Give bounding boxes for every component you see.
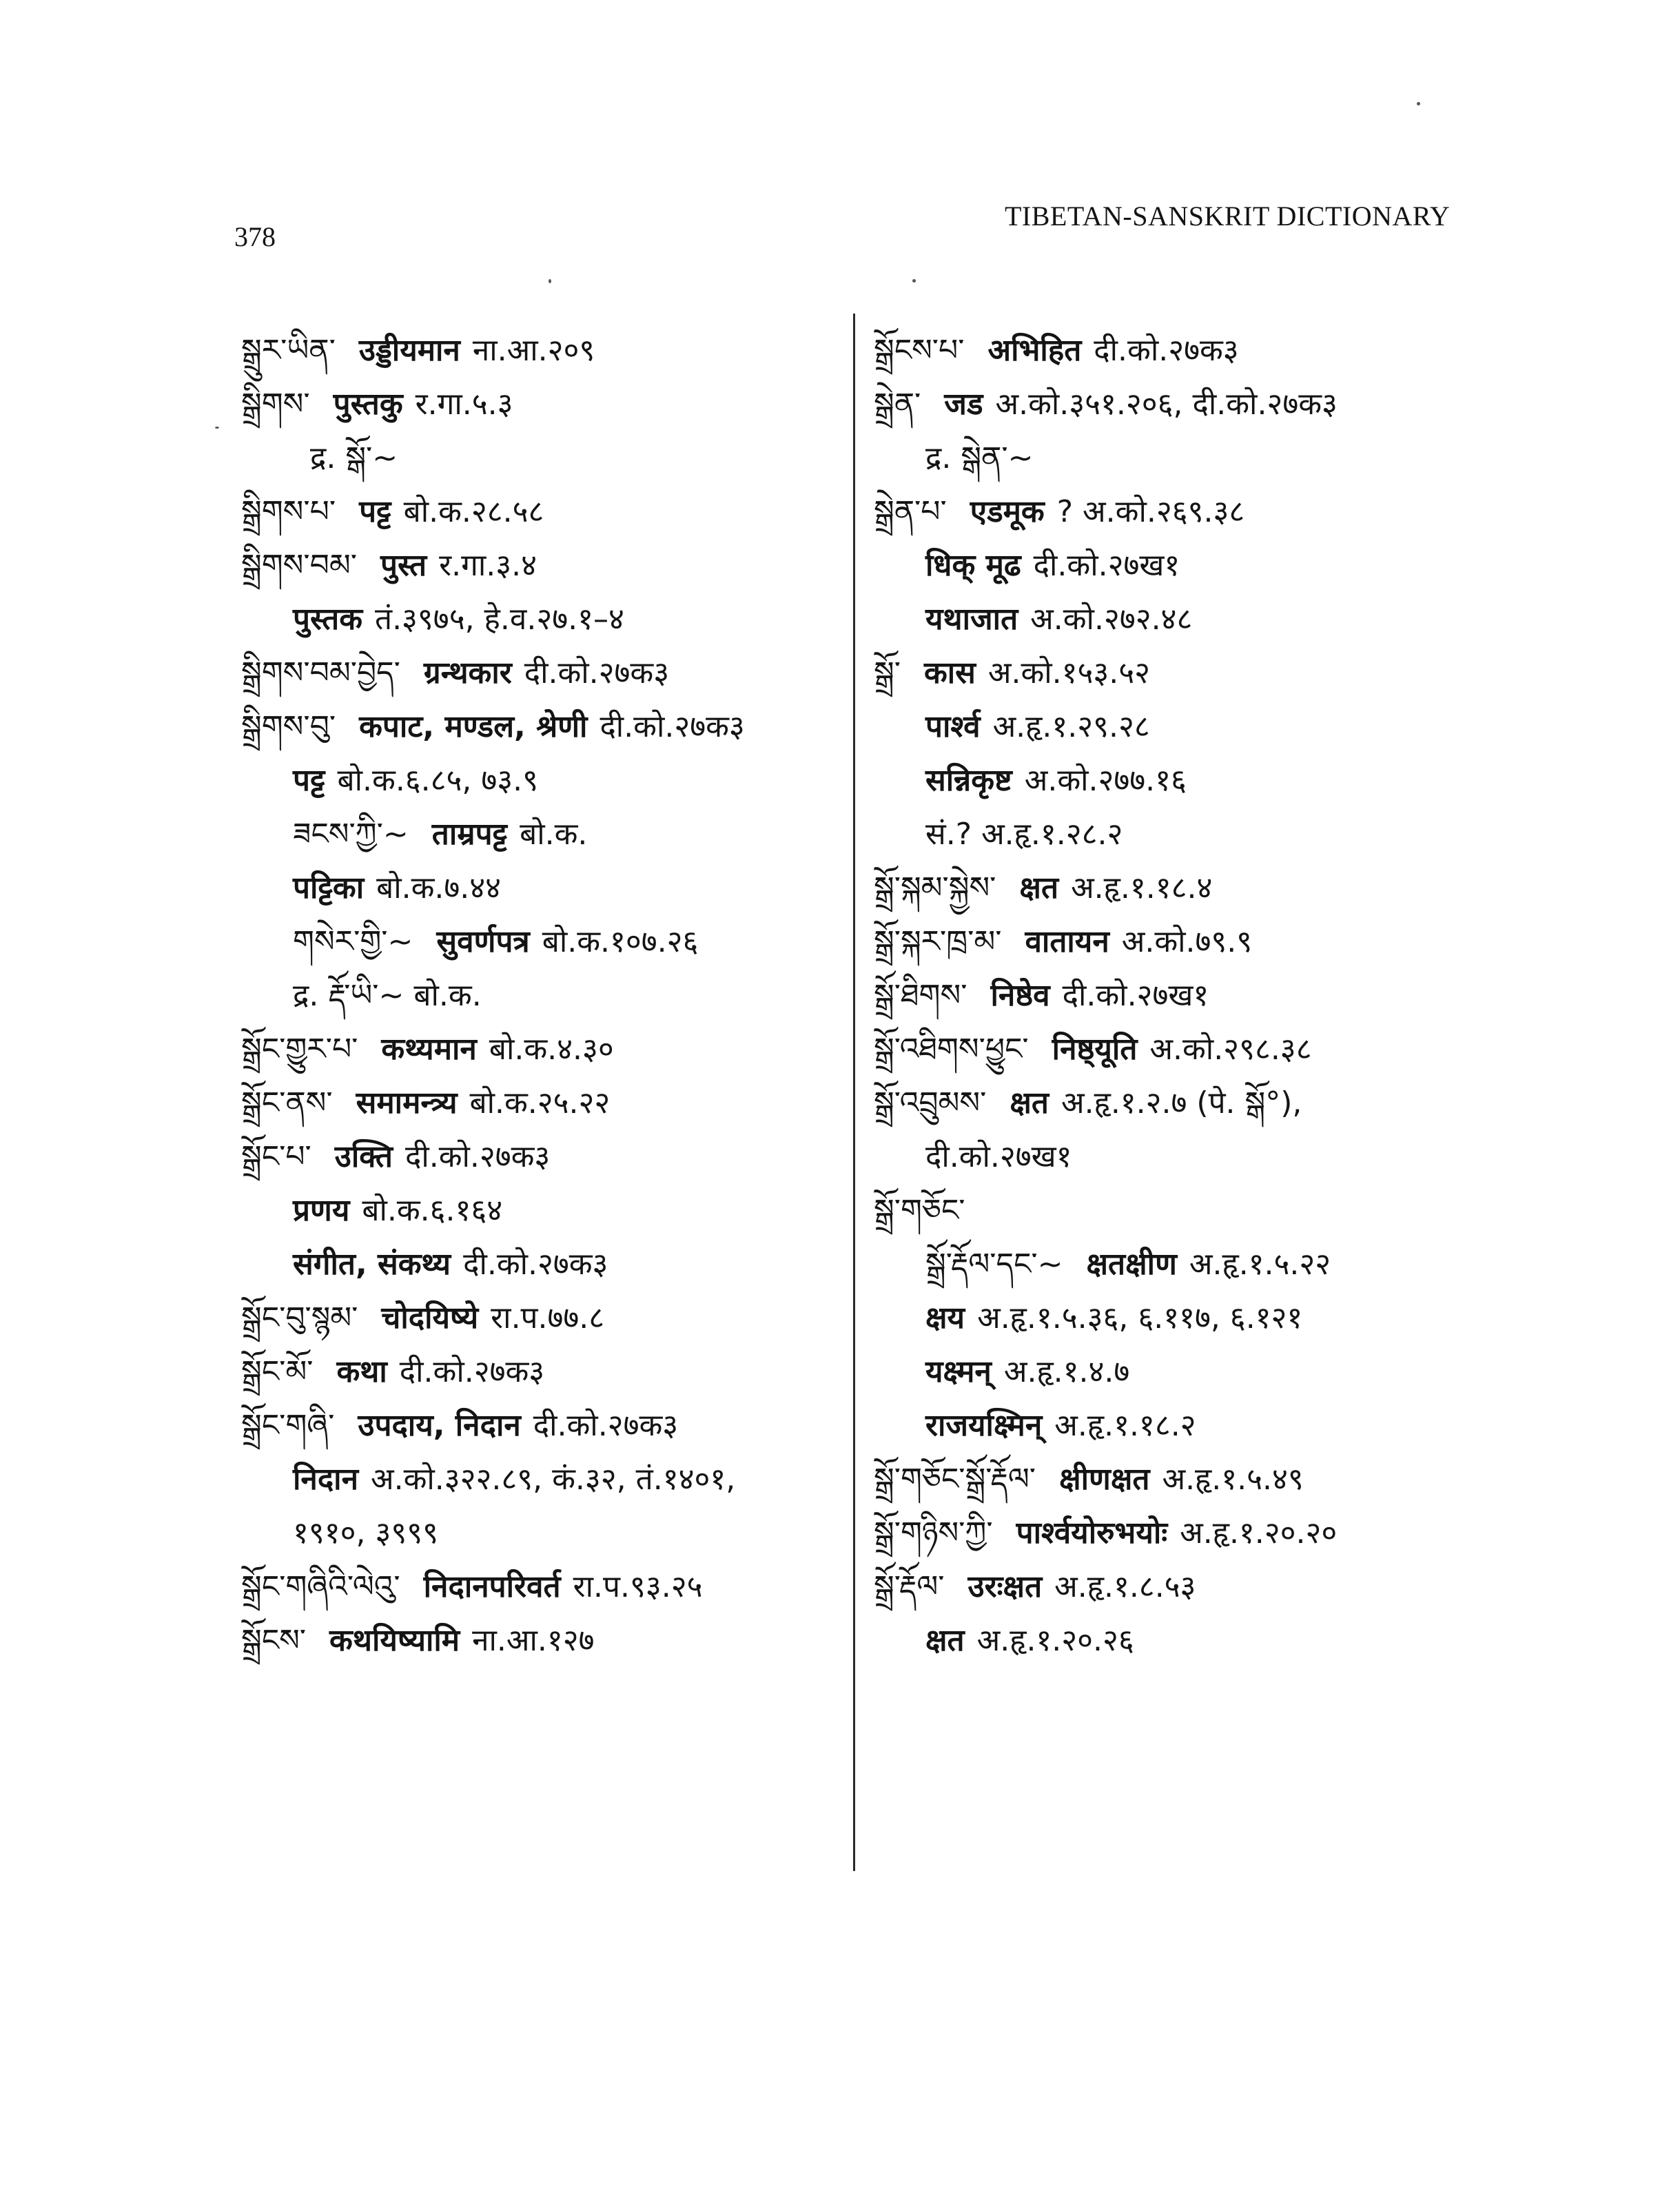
tibetan-headword: སྒྲོ་འཐིགས་ཕྱུང་	[874, 1032, 1029, 1067]
source-reference: सं.? अ.हृ.१.२८.२	[925, 817, 1123, 852]
sanskrit-equivalent: एडमूक	[970, 494, 1045, 529]
dictionary-entry	[241, 539, 848, 593]
dictionary-entry	[874, 754, 1466, 808]
dictionary-entry	[241, 1184, 848, 1238]
source-reference: अ.हृ.१.२.७ (पे. སྒོ°),	[1061, 1085, 1302, 1121]
tibetan-headword: སྒྲོང་གཞིའི་ལེའུ་	[241, 1569, 400, 1604]
dictionary-entry	[241, 808, 848, 861]
dictionary-entry	[241, 378, 848, 431]
dictionary-entry	[874, 700, 1466, 754]
dictionary-entry	[241, 485, 848, 539]
source-reference: बो.क.२८.५८	[403, 494, 544, 529]
sanskrit-equivalent: कथ्यमान	[381, 1032, 477, 1067]
tibetan-headword: སྒྲོང་པ་	[241, 1139, 311, 1174]
dictionary-entry	[241, 1560, 848, 1614]
sanskrit-equivalent: वातायन	[1025, 924, 1109, 959]
source-reference: दी.को.२७ख१	[1062, 978, 1209, 1013]
sanskrit-equivalent: सुवर्णपत्र	[436, 924, 530, 959]
sanskrit-equivalent: निष्ठेव	[990, 978, 1050, 1013]
tibetan-headword: སྒྲོངས་པ་	[874, 333, 965, 368]
dictionary-entry	[874, 1130, 1466, 1184]
source-reference: अ.हृ.१.१८.४	[1071, 870, 1213, 906]
dictionary-entry	[874, 1023, 1466, 1076]
sanskrit-equivalent: धिक् मूढ	[925, 548, 1021, 583]
sanskrit-equivalent: क्षय	[925, 1300, 965, 1336]
dictionary-entry	[241, 861, 848, 915]
source-reference: अ.को.२९८.३८	[1149, 1032, 1312, 1067]
right-column	[874, 324, 1466, 1668]
tibetan-headword: སྒྲོངས་	[241, 1623, 307, 1658]
tibetan-headword: སྒྲེན་	[874, 387, 921, 422]
source-reference: द्र. རྡོ་ཡི་~ बो.क.	[293, 978, 482, 1013]
source-reference: बो.क.१०७.२६	[542, 924, 699, 959]
sanskrit-equivalent: कथा	[336, 1354, 387, 1389]
tibetan-headword: སྒྲིགས་པ་	[241, 494, 336, 529]
sanskrit-equivalent: निदान	[293, 1462, 358, 1497]
tibetan-headword: སྒྲོ་སྐར་ཁྲ་མ་	[874, 924, 1002, 959]
tibetan-headword: སྒྲོ་སྐམ་སྐྱེས་	[874, 870, 996, 906]
dictionary-entry	[874, 378, 1466, 431]
sanskrit-equivalent: क्षत	[1010, 1085, 1049, 1121]
sanskrit-equivalent: उड्डीयमान	[358, 333, 460, 368]
sanskrit-equivalent: ग्रन्थकार	[423, 655, 512, 691]
source-reference: ना.आ.१२७	[472, 1623, 595, 1658]
scan-speck	[1417, 102, 1420, 105]
sanskrit-equivalent: क्षतक्षीण	[1086, 1247, 1177, 1282]
dictionary-entry	[241, 915, 848, 969]
source-reference: तं.३९७५, हे.व.२७.१–४	[374, 602, 624, 637]
sanskrit-equivalent: राजयक्ष्मिन्	[925, 1408, 1043, 1443]
source-reference: ना.आ.२०९	[472, 333, 595, 368]
dictionary-entry	[874, 593, 1466, 646]
left-column	[241, 324, 848, 1668]
source-reference: दी.को.२७ख१	[1033, 548, 1180, 583]
tibetan-headword: སྒྲོ་	[874, 655, 901, 691]
source-reference: बो.क.४.३०	[489, 1032, 614, 1067]
sanskrit-equivalent: पार्श्वयोरुभयोः	[1016, 1515, 1168, 1551]
source-reference: अ.को.१५३.५२	[987, 655, 1151, 691]
sanskrit-equivalent: निष्ठ्यूति	[1052, 1032, 1138, 1067]
tibetan-headword: ཟངས་ཀྱི་~	[293, 817, 409, 852]
source-reference: दी.को.२७ख१	[925, 1139, 1072, 1174]
sanskrit-equivalent: पुस्तकु	[333, 387, 403, 422]
dictionary-entry	[241, 1291, 848, 1345]
source-reference: अ.हृ.१.५.४९	[1162, 1462, 1304, 1497]
dictionary-entry	[241, 324, 848, 378]
dictionary-entry	[241, 1614, 848, 1668]
source-reference: द्र. སྒེན་~	[925, 440, 1034, 476]
tibetan-headword: སྒྲིགས་བམ་	[241, 548, 357, 583]
source-reference: बो.क.२५.२२	[469, 1085, 611, 1121]
source-reference: दी.को.२७क३	[404, 1139, 551, 1174]
sanskrit-equivalent: ताम्रपट्ट	[431, 817, 508, 852]
sanskrit-equivalent: पुस्त	[380, 548, 427, 583]
dictionary-entry	[241, 1076, 848, 1130]
dictionary-entry	[241, 646, 848, 700]
sanskrit-equivalent: उरःक्षत	[967, 1569, 1043, 1604]
tibetan-headword: སྒྲོ་གཅོང་	[874, 1193, 965, 1228]
sanskrit-equivalent: पुस्तक	[293, 602, 362, 637]
tibetan-headword: སྒྲོ་རྡོལ་དང་~	[925, 1247, 1063, 1282]
dictionary-entry	[241, 754, 848, 808]
sanskrit-equivalent: कथयिष्यामि	[329, 1623, 460, 1658]
scan-speck	[549, 279, 551, 283]
source-reference: अ.को.३२२.८९, कं.३२, तं.१४०१,	[371, 1462, 736, 1497]
dictionary-entry	[874, 808, 1466, 861]
tibetan-headword: སྒྲུར་ཡིན་	[241, 333, 336, 368]
dictionary-entry	[874, 1291, 1466, 1345]
scan-speck	[215, 427, 219, 429]
source-reference: दी.को.२७क३	[600, 709, 745, 744]
source-reference: अ.हृ.१.८.५३	[1054, 1569, 1196, 1604]
source-reference: १९१०, ३९९९	[293, 1515, 439, 1551]
source-reference: अ.हृ.१.५.२२	[1189, 1247, 1331, 1282]
tibetan-headword: སྒྲོང་བུ་སྙམ་	[241, 1300, 358, 1336]
running-head: TIBETAN-SANSKRIT DICTIONARY	[1005, 201, 1451, 232]
dictionary-entry	[241, 593, 848, 646]
dictionary-entry	[874, 1238, 1466, 1291]
sanskrit-equivalent: प्रणय	[293, 1193, 350, 1228]
dictionary-entry	[874, 1399, 1466, 1453]
source-reference: दी.को.२७क३	[463, 1247, 608, 1282]
source-reference: अ.हृ.१.२०.२६	[976, 1623, 1134, 1658]
tibetan-headword: སྒྲོ་གཉིས་ཀྱི་	[874, 1515, 993, 1551]
tibetan-headword: སྒྲོང་གྱུར་པ་	[241, 1032, 358, 1067]
dictionary-entry	[874, 915, 1466, 969]
tibetan-headword: སྒྲོ་ཐིགས་	[874, 978, 967, 1013]
source-reference: बो.क.६.८५, ७३.९	[337, 763, 539, 798]
dictionary-entry	[874, 1345, 1466, 1399]
source-reference: रा.प.९३.२५	[573, 1569, 703, 1604]
dictionary-entry	[241, 1453, 848, 1506]
source-reference: दी.को.२७क३	[524, 655, 670, 691]
dictionary-entry	[241, 1023, 848, 1076]
sanskrit-equivalent: यक्ष्मन्	[925, 1354, 992, 1389]
tibetan-headword: སྒྲོ་གཅོང་སྒྲོ་རྡོལ་	[874, 1462, 1036, 1497]
source-reference: द्र. སྒོ་~	[310, 440, 398, 476]
dictionary-entry	[874, 861, 1466, 915]
sanskrit-equivalent: क्षीणक्षत	[1059, 1462, 1150, 1497]
column-divider	[853, 314, 855, 1871]
dictionary-entry	[241, 1345, 848, 1399]
source-reference: दी.को.२७क३	[399, 1354, 545, 1389]
source-reference: र.गा.५.३	[415, 387, 513, 422]
source-reference: ? अ.को.२६९.३८	[1056, 494, 1245, 529]
tibetan-headword: སྒྲོང་ནས་	[241, 1085, 333, 1121]
dictionary-entry	[874, 1184, 1466, 1238]
source-reference: अ.को.३५१.२०६, दी.को.२७क३	[995, 387, 1338, 422]
source-reference: अ.हृ.१.२०.२०	[1180, 1515, 1338, 1551]
sanskrit-equivalent: पट्ट	[293, 763, 325, 798]
dictionary-entry	[241, 1399, 848, 1453]
sanskrit-equivalent: चोदयिष्ये	[381, 1300, 479, 1336]
dictionary-entry	[874, 1560, 1466, 1614]
dictionary-entry	[874, 969, 1466, 1023]
source-reference: अ.हृ.१.४.७	[1003, 1354, 1130, 1389]
sanskrit-equivalent: कास	[923, 655, 976, 691]
sanskrit-equivalent: संगीत, संकथ्य	[293, 1247, 451, 1282]
sanskrit-equivalent: यथाजात	[925, 602, 1018, 637]
tibetan-headword: སྒྲིགས་བུ་	[241, 709, 336, 744]
source-reference: बो.क.६.१६४	[362, 1193, 503, 1228]
sanskrit-equivalent: पार्श्व	[925, 709, 981, 744]
tibetan-headword: གསེར་གྱི་~	[293, 924, 413, 959]
source-reference: बो.क.	[520, 817, 588, 852]
tibetan-headword: སྒྲོ་རྡོལ་	[874, 1569, 945, 1604]
sanskrit-equivalent: उपदाय, निदान	[358, 1408, 521, 1443]
sanskrit-equivalent: जड	[944, 387, 983, 422]
sanskrit-equivalent: उक्ति	[334, 1139, 393, 1174]
sanskrit-equivalent: क्षत	[925, 1623, 965, 1658]
sanskrit-equivalent: सन्निकृष्ट	[925, 763, 1012, 798]
dictionary-entry	[241, 969, 848, 1023]
dictionary-entry	[874, 485, 1466, 539]
sanskrit-equivalent: अभिहित	[987, 333, 1082, 368]
source-reference: अ.हृ.१.५.३६, ६.११७, ६.१२१	[977, 1300, 1303, 1336]
dictionary-entry	[241, 431, 848, 485]
dictionary-entry	[241, 1506, 848, 1560]
source-reference: दी.को.२७क३	[533, 1408, 679, 1443]
sanskrit-equivalent: क्षत	[1019, 870, 1059, 906]
source-reference: बो.क.७.४४	[376, 870, 502, 906]
scan-speck	[912, 279, 916, 283]
source-reference: दी.को.२७क३	[1094, 333, 1239, 368]
dictionary-entry	[874, 324, 1466, 378]
tibetan-headword: སྒྲེན་པ་	[874, 494, 947, 529]
dictionary-entry	[241, 1130, 848, 1184]
sanskrit-equivalent: पट्ट	[359, 494, 391, 529]
dictionary-entry	[874, 431, 1466, 485]
dictionary-entry	[874, 539, 1466, 593]
source-reference: अ.हृ.१.१८.२	[1054, 1408, 1196, 1443]
dictionary-entry	[874, 1453, 1466, 1506]
sanskrit-equivalent: निदानपरिवर्त	[423, 1569, 561, 1604]
tibetan-headword: སྒྲིགས་བམ་བྱེད་	[241, 655, 400, 691]
source-reference: रा.प.७७.८	[491, 1300, 605, 1336]
sanskrit-equivalent: पट्टिका	[293, 870, 365, 906]
dictionary-entry	[241, 700, 848, 754]
dictionary-entry	[874, 646, 1466, 700]
tibetan-headword: སྒྲོ་འབྲུམས་	[874, 1085, 987, 1121]
sanskrit-equivalent: समामन्त्र्य	[356, 1085, 458, 1121]
page-number: 378	[234, 221, 276, 252]
dictionary-entry	[874, 1614, 1466, 1668]
source-reference: अ.को.७९.९	[1121, 924, 1253, 959]
dictionary-entry	[874, 1506, 1466, 1560]
dictionary-entry	[874, 1076, 1466, 1130]
source-reference: अ.हृ.१.२९.२८	[992, 709, 1150, 744]
source-reference: र.गा.३.४	[439, 548, 537, 583]
tibetan-headword: སྒྲོང་གཞི་	[241, 1408, 335, 1443]
tibetan-headword: སྒྲོང་མོ་	[241, 1354, 314, 1389]
source-reference: अ.को.२७७.१६	[1024, 763, 1187, 798]
source-reference: अ.को.२७२.४८	[1030, 602, 1193, 637]
dictionary-entry	[241, 1238, 848, 1291]
sanskrit-equivalent: कपाट, मण्डल, श्रेणी	[359, 709, 588, 744]
tibetan-headword: སྒྲིགས་	[241, 387, 310, 422]
